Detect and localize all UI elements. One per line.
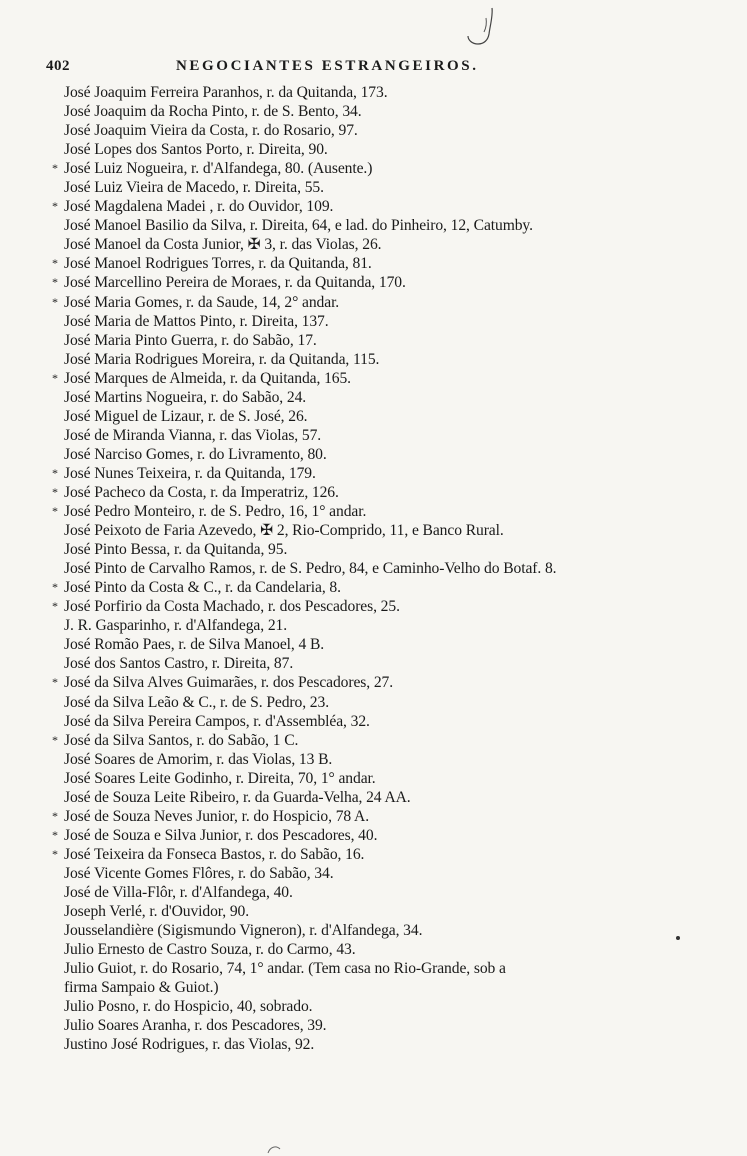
- asterisk-marker: [52, 83, 64, 102]
- asterisk-marker: [52, 959, 64, 978]
- entry-text: José Magdalena Madei , r. do Ouvidor, 109.: [64, 198, 334, 216]
- list-entry: [52, 331, 742, 350]
- entry-text: José Martins Nogueira, r. do Sabão, 24.: [64, 388, 307, 406]
- asterisk-marker: [52, 635, 64, 654]
- list-entry: [52, 312, 742, 331]
- entry-text: José Peixoto de Faria Azevedo, ✠ 2, Rio-Comprido, 11, e Banco Rural.: [64, 522, 504, 540]
- asterisk-marker: *: [52, 827, 58, 842]
- asterisk-marker: [52, 140, 64, 159]
- stray-ink-dot: [676, 936, 680, 940]
- list-entry: [52, 197, 742, 216]
- entry-text: J. R. Gasparinho, r. d'Alfandega, 21.: [64, 617, 288, 635]
- list-entry: [52, 350, 742, 369]
- entry-text: José Soares Leite Godinho, r. Direita, 70, 1° andar.: [64, 769, 376, 787]
- asterisk-marker: *: [52, 504, 58, 519]
- list-entry: [52, 597, 742, 616]
- pencil-annotation-mark: [456, 6, 502, 54]
- asterisk-marker: [52, 921, 64, 940]
- list-entry: [52, 921, 742, 940]
- asterisk-marker: *: [52, 808, 58, 823]
- asterisk-marker: *: [52, 846, 58, 861]
- entry-text: José Lopes dos Santos Porto, r. Direita, 90.: [64, 141, 328, 159]
- asterisk-marker: [52, 693, 64, 712]
- list-entry: [52, 140, 742, 159]
- entry-text: José Soares de Amorim, r. das Violas, 13 B.: [64, 750, 333, 768]
- list-entry: [52, 178, 742, 197]
- asterisk-marker: [52, 216, 64, 235]
- asterisk-marker: *: [52, 294, 58, 309]
- asterisk-marker: [52, 1035, 64, 1054]
- asterisk-marker: *: [52, 275, 58, 290]
- asterisk-marker: [52, 997, 64, 1016]
- entry-text: José Manoel Rodrigues Torres, r. da Quitanda, 81.: [64, 255, 372, 273]
- list-entry-continuation: [52, 978, 742, 997]
- list-entry: [52, 1035, 742, 1054]
- asterisk-marker: [52, 864, 64, 883]
- asterisk-marker: [52, 445, 64, 464]
- list-entry: [52, 807, 742, 826]
- page-header: [46, 58, 546, 80]
- list-entry: [52, 883, 742, 902]
- list-entry: [52, 750, 742, 769]
- list-entry: [52, 159, 742, 178]
- asterisk-marker: *: [52, 370, 58, 385]
- list-entry: [52, 407, 742, 426]
- asterisk-marker: [52, 712, 64, 731]
- list-entry: [52, 254, 742, 273]
- entry-text: José Miguel de Lizaur, r. de S. José, 26.: [64, 407, 308, 425]
- entry-text: José Joaquim Ferreira Paranhos, r. da Quitanda, 173.: [64, 84, 388, 101]
- entry-text: José Luiz Vieira de Macedo, r. Direita, 55.: [64, 179, 324, 197]
- asterisk-marker: [52, 788, 64, 807]
- list-entry: [52, 959, 742, 978]
- asterisk-marker: [52, 350, 64, 369]
- asterisk-marker: [52, 902, 64, 921]
- list-entry: [52, 121, 742, 140]
- asterisk-marker: *: [52, 484, 58, 499]
- asterisk-marker: [52, 312, 64, 331]
- merchant-list: [52, 83, 742, 1054]
- list-entry: [52, 769, 742, 788]
- entry-text: José Narciso Gomes, r. do Livramento, 80.: [64, 445, 327, 463]
- asterisk-marker: *: [52, 599, 58, 614]
- asterisk-marker: *: [52, 465, 58, 480]
- entry-text: José Pinto Bessa, r. da Quitanda, 95.: [64, 541, 288, 559]
- asterisk-marker: *: [52, 675, 58, 690]
- asterisk-marker: [52, 178, 64, 197]
- list-entry: [52, 293, 742, 312]
- list-entry: [52, 997, 742, 1016]
- entry-text: Julio Ernesto de Castro Souza, r. do Carmo, 43.: [64, 941, 356, 959]
- entry-text: José Manoel da Costa Junior, ✠ 3, r. das Violas, 26.: [64, 236, 382, 254]
- list-entry: [52, 673, 742, 692]
- asterisk-marker: [52, 883, 64, 902]
- list-entry: [52, 559, 742, 578]
- entry-text: José Romão Paes, r. de Silva Manoel, 4 B.: [64, 636, 325, 654]
- entry-text: José Nunes Teixeira, r. da Quitanda, 179.: [64, 464, 316, 482]
- asterisk-marker: [52, 331, 64, 350]
- bottom-ink-mark: [262, 1141, 288, 1156]
- entry-text: José Marques de Almeida, r. da Quitanda, 165.: [64, 369, 351, 387]
- entry-text: Jousselandière (Sigismundo Vigneron), r. d'Alfandega, 34.: [64, 922, 423, 940]
- running-head-title: NEGOCIANTES ESTRANGEIROS.: [176, 58, 479, 74]
- entry-text: José Marcellino Pereira de Moraes, r. da Quitanda, 170.: [64, 274, 406, 292]
- list-entry: [52, 578, 742, 597]
- list-entry: [52, 616, 742, 635]
- list-entry: [52, 83, 742, 102]
- list-entry: [52, 864, 742, 883]
- asterisk-marker: *: [52, 199, 58, 214]
- entry-text: José Pinto de Carvalho Ramos, r. de S. Pedro, 84, e Caminho-Velho do Botaf. 8.: [64, 560, 557, 578]
- entry-text: José Maria Rodrigues Moreira, r. da Quitanda, 115.: [64, 350, 380, 368]
- asterisk-marker: [52, 426, 64, 445]
- list-entry: [52, 502, 742, 521]
- entry-text: José da Silva Alves Guimarães, r. dos Pescadores, 27.: [64, 674, 394, 692]
- list-entry: [52, 902, 742, 921]
- list-entry: [52, 235, 742, 254]
- asterisk-marker: [52, 940, 64, 959]
- asterisk-marker: [52, 121, 64, 140]
- asterisk-marker: [52, 750, 64, 769]
- list-entry: [52, 216, 742, 235]
- asterisk-marker: [52, 654, 64, 673]
- entry-text: José Maria Pinto Guerra, r. do Sabão, 17.: [64, 331, 317, 349]
- asterisk-marker: [52, 407, 64, 426]
- asterisk-marker: *: [52, 732, 58, 747]
- entry-text: José da Silva Leão & C., r. de S. Pedro, 23.: [64, 693, 329, 711]
- entry-text: José de Souza e Silva Junior, r. dos Pescadores, 40.: [64, 826, 378, 844]
- asterisk-marker: [52, 521, 64, 540]
- entry-text: Joseph Verlé, r. d'Ouvidor, 90.: [64, 903, 250, 921]
- list-entry: [52, 731, 742, 750]
- list-entry: [52, 445, 742, 464]
- entry-text: José Pedro Monteiro, r. de S. Pedro, 16, 1° andar.: [64, 503, 367, 521]
- list-entry: [52, 369, 742, 388]
- list-entry: [52, 712, 742, 731]
- asterisk-marker: *: [52, 256, 58, 271]
- list-entry: [52, 388, 742, 407]
- list-entry: [52, 826, 742, 845]
- asterisk-marker: [52, 1016, 64, 1035]
- asterisk-marker: [52, 235, 64, 254]
- asterisk-marker: [52, 102, 64, 121]
- list-entry: [52, 540, 742, 559]
- entry-text: José de Souza Neves Junior, r. do Hospicio, 78 A.: [64, 807, 370, 825]
- asterisk-marker: *: [52, 580, 58, 595]
- entry-text: José Pacheco da Costa, r. da Imperatriz, 126.: [64, 483, 339, 501]
- entry-text: José Joaquim da Rocha Pinto, r. de S. Bento, 34.: [64, 103, 362, 121]
- entry-text: José de Souza Leite Ribeiro, r. da Guarda-Velha, 24 AA.: [64, 788, 411, 806]
- page-number: 402: [46, 58, 70, 74]
- asterisk-marker: [52, 388, 64, 407]
- list-entry: [52, 845, 742, 864]
- list-entry: [52, 788, 742, 807]
- entry-text: José Luiz Nogueira, r. d'Alfandega, 80. (Ausente.): [64, 160, 373, 178]
- asterisk-marker: [52, 559, 64, 578]
- list-entry: [52, 273, 742, 292]
- list-entry: [52, 635, 742, 654]
- entry-text: José de Miranda Vianna, r. das Violas, 57.: [64, 426, 322, 444]
- entry-text: José de Villa-Flôr, r. d'Alfandega, 40.: [64, 883, 293, 901]
- entry-text: José Pinto da Costa & C., r. da Candelaria, 8.: [64, 579, 341, 597]
- entry-text: José Maria Gomes, r. da Saude, 14, 2° andar.: [64, 293, 340, 311]
- list-entry: [52, 654, 742, 673]
- entry-text: José Porfirio da Costa Machado, r. dos Pescadores, 25.: [64, 598, 400, 616]
- entry-text: Julio Posno, r. do Hospicio, 40, sobrado.: [64, 998, 313, 1016]
- list-entry: [52, 693, 742, 712]
- asterisk-marker: [52, 616, 64, 635]
- entry-text: José Manoel Basilio da Silva, r. Direita, 64, e lad. do Pinheiro, 12, Catumby.: [64, 217, 533, 235]
- list-entry: [52, 1016, 742, 1035]
- entry-text: José da Silva Pereira Campos, r. d'Assembléa, 32.: [64, 712, 370, 730]
- entry-text: José Teixeira da Fonseca Bastos, r. do Sabão, 16.: [64, 845, 365, 863]
- entry-text: José dos Santos Castro, r. Direita, 87.: [64, 655, 294, 673]
- entry-text: José Joaquim Vieira da Costa, r. do Rosario, 97.: [64, 122, 358, 140]
- list-entry: [52, 464, 742, 483]
- asterisk-marker: [52, 769, 64, 788]
- entry-text: José Maria de Mattos Pinto, r. Direita, 137.: [64, 312, 329, 330]
- entry-text: Justino José Rodrigues, r. das Violas, 92.: [64, 1036, 315, 1054]
- list-entry: [52, 521, 742, 540]
- asterisk-marker: *: [52, 161, 58, 176]
- asterisk-marker: [52, 540, 64, 559]
- entry-text: firma Sampaio & Guiot.): [64, 979, 219, 997]
- list-entry: [52, 483, 742, 502]
- list-entry: [52, 102, 742, 121]
- entry-text: José Vicente Gomes Flôres, r. do Sabão, 34.: [64, 864, 334, 882]
- entry-text: Julio Guiot, r. do Rosario, 74, 1° andar. (Tem casa no Rio-Grande, sob a: [64, 960, 506, 978]
- entry-text: José da Silva Santos, r. do Sabão, 1 C.: [64, 731, 299, 749]
- list-entry: [52, 940, 742, 959]
- entry-text: Julio Soares Aranha, r. dos Pescadores, 39.: [64, 1017, 327, 1035]
- list-entry: [52, 426, 742, 445]
